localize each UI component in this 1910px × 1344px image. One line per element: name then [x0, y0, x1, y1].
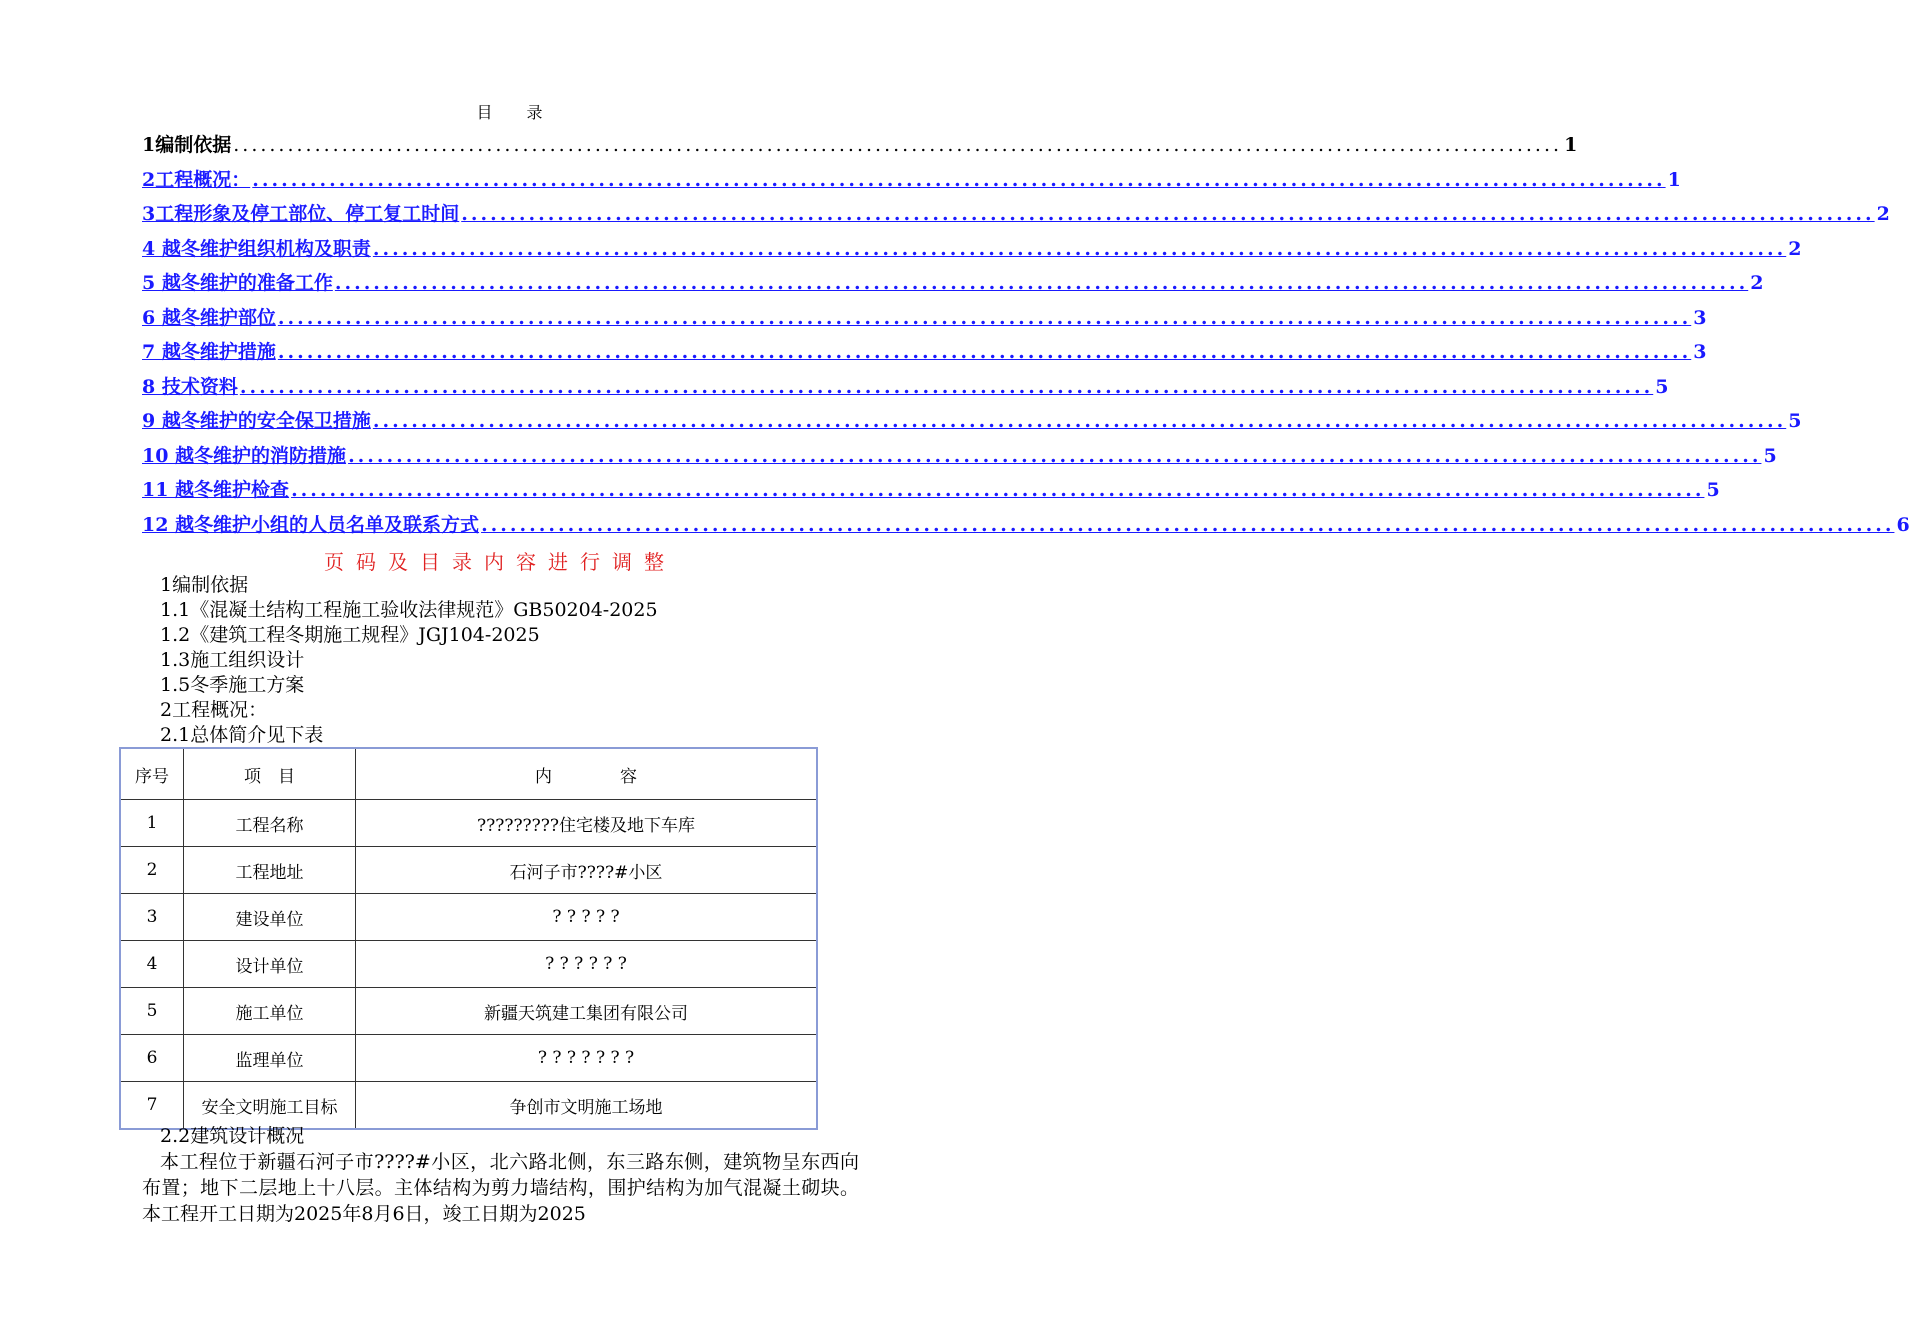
toc-entry-11[interactable]: [142, 475, 1720, 510]
cell-item: 设计单位: [184, 941, 356, 988]
basis-section: [160, 573, 658, 748]
toc-entry-label: 6 越冬维护部位: [142, 306, 276, 329]
cell-index: 1: [120, 800, 184, 847]
toc-entry-label: 7 越冬维护措施: [142, 341, 276, 363]
table-header-row: [120, 748, 817, 800]
cell-content: ?????????住宅楼及地下车库: [356, 800, 818, 847]
toc-entry-8[interactable]: [142, 372, 1669, 407]
table-row: [120, 894, 817, 941]
header-cell-item: 项 目: [184, 748, 356, 800]
subsection-2-2: 2.2建筑设计概况: [160, 1125, 305, 1147]
toc-entry-page: 3: [1693, 341, 1707, 363]
cell-content: 新疆天筑建工集团有限公司: [356, 988, 818, 1035]
toc-leader-dots: ...................................................................................................................................................: [252, 168, 1666, 191]
toc-entry-page: 2: [1876, 203, 1890, 225]
cell-index: 3: [120, 894, 184, 941]
toc-entry-label: 3工程形象及停工部位、停工复工时间: [142, 203, 460, 225]
toc-heading-left: 目: [476, 103, 493, 122]
toc-entry-label: 1编制依据: [142, 134, 232, 156]
toc-leader-dots: ...................................................................................................................................................: [334, 272, 1749, 294]
table-row: [120, 1035, 817, 1082]
toc-entry-label: 9 越冬维护的安全保卫措施: [142, 410, 371, 432]
toc-entry-page: 6: [1896, 513, 1910, 536]
toc-entry-label: 11 越冬维护检查: [142, 479, 290, 501]
basis-item-1-5: 1.5冬季施工方案: [160, 674, 305, 696]
revision-note: 页码及目录内容进行调整: [324, 550, 676, 574]
toc-leader-dots: ...................................................................................................................................................: [277, 341, 1692, 363]
table-row: [120, 847, 817, 894]
cell-content: 石河子市????#小区: [356, 847, 818, 894]
toc-entry-page: 1: [1564, 134, 1578, 156]
section-heading-2: 2工程概况：: [160, 699, 268, 721]
cell-item: 工程地址: [184, 847, 356, 894]
toc-leader-dots: ...................................................................................................................................................: [372, 410, 1787, 432]
cell-item: 建设单位: [184, 894, 356, 941]
section-heading-1: 1编制依据: [160, 574, 249, 596]
basis-item-1-2: 1.2《建筑工程冬期施工规程》JGJ104-2025: [160, 624, 540, 646]
toc-entry-5[interactable]: [142, 268, 1764, 303]
cell-content: 争创市文明施工场地: [356, 1082, 818, 1130]
toc-leader-dots: ...................................................................................................................................................: [372, 237, 1787, 260]
toc-entry-label: 5 越冬维护的准备工作: [142, 272, 333, 294]
basis-item-1-1: 1.1《混凝土结构工程施工验收法律规范》GB50204-2025: [160, 599, 658, 621]
toc-leader-dots: ...................................................................................................................................................: [239, 375, 1654, 398]
toc-leader-dots: ...................................................................................................................................................: [277, 306, 1692, 329]
toc-entry-1[interactable]: [142, 130, 1578, 165]
toc-entry-page: 1: [1667, 168, 1681, 191]
toc-leader-dots: ...................................................................................................................................................: [291, 479, 1705, 501]
cell-content: ? ? ? ? ? ?: [356, 941, 818, 988]
toc-entry-label: 8 技术资料: [142, 375, 238, 398]
header-cell-index: 序号: [120, 748, 184, 800]
table-of-contents: [142, 130, 1910, 544]
toc-entry-2[interactable]: [142, 165, 1681, 200]
table-row: [120, 800, 817, 847]
toc-entry-page: 5: [1763, 444, 1777, 467]
cell-index: 7: [120, 1082, 184, 1130]
cell-index: 6: [120, 1035, 184, 1082]
toc-leader-dots: ...................................................................................................................................................: [481, 513, 1895, 536]
project-overview-table: [119, 747, 818, 1130]
table-row: [120, 988, 817, 1035]
design-overview-section: [142, 1123, 859, 1227]
cell-index: 2: [120, 847, 184, 894]
cell-item: 监理单位: [184, 1035, 356, 1082]
cell-index: 4: [120, 941, 184, 988]
cell-item: 施工单位: [184, 988, 356, 1035]
basis-item-1-3: 1.3施工组织设计: [160, 649, 305, 671]
cell-item: 安全文明施工目标: [184, 1082, 356, 1130]
cell-index: 5: [120, 988, 184, 1035]
toc-entry-label: 12 越冬维护小组的人员名单及联系方式: [142, 513, 480, 536]
table-row: [120, 1082, 817, 1130]
toc-leader-dots: ...................................................................................................................................................: [461, 203, 1875, 225]
toc-entry-10[interactable]: [142, 441, 1777, 476]
toc-leader-dots: ...................................................................................................................................................: [348, 444, 1762, 467]
toc-entry-label: 2工程概况：: [142, 168, 251, 191]
toc-leader-dots: ...................................................................................................................................................: [233, 134, 1563, 156]
toc-entry-page: 3: [1693, 306, 1707, 329]
header-cell-content: 内 容: [356, 748, 818, 800]
table-row: [120, 941, 817, 988]
toc-entry-page: 2: [1750, 272, 1764, 294]
toc-entry-label: 4 越冬维护组织机构及职责: [142, 237, 371, 260]
toc-entry-page: 2: [1788, 237, 1802, 260]
toc-entry-label: 10 越冬维护的消防措施: [142, 444, 347, 467]
toc-entry-6[interactable]: [142, 303, 1707, 338]
toc-heading: [0, 100, 1019, 123]
toc-entry-9[interactable]: [142, 406, 1802, 441]
toc-entry-page: 5: [1788, 410, 1802, 432]
design-paragraph: 本工程位于新疆石河子市????#小区，北六路北侧，东三路东侧，建筑物呈东西向布置；地下二层地上十八层。主体结构为剪力墙结构，围护结构为加气混凝土砌块。本工程开工日期为2025年8月6日，竣工日期为2025: [142, 1151, 859, 1225]
subsection-2-1: 2.1总体简介见下表: [160, 724, 324, 746]
cell-item: 工程名称: [184, 800, 356, 847]
toc-entry-3[interactable]: [142, 199, 1890, 234]
toc-entry-page: 5: [1706, 479, 1720, 501]
toc-heading-right: 录: [526, 103, 543, 122]
cell-content: ? ? ? ? ?: [356, 894, 818, 941]
cell-content: ? ? ? ? ? ? ?: [356, 1035, 818, 1082]
toc-entry-12[interactable]: [142, 510, 1910, 545]
toc-entry-4[interactable]: [142, 234, 1802, 269]
toc-entry-page: 5: [1655, 375, 1669, 398]
toc-entry-7[interactable]: [142, 337, 1707, 372]
